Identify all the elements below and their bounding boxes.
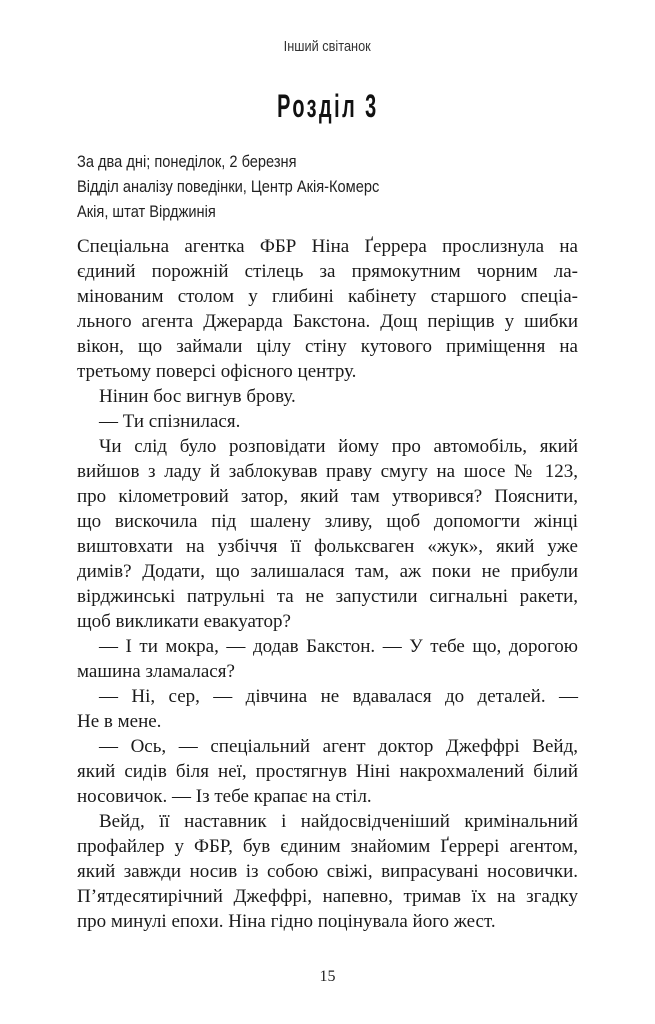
text-line	[77, 484, 578, 509]
text-line-content: Не в мене.	[77, 711, 162, 732]
text-line-content: машина зламалася?	[77, 661, 235, 682]
text-line-content: про минулі епохи. Ніна гідно поцінувала його жест.	[77, 911, 496, 932]
running-head-text: Інший світанок	[283, 38, 372, 55]
text-line	[77, 859, 578, 884]
page-number: 15	[319, 968, 336, 985]
text-line-content: Чи слід було розповідати йому про автомобіль, який	[99, 436, 578, 457]
text-line-content: — Ти спізнилася.	[99, 411, 241, 432]
running-head	[0, 38, 655, 55]
text-line-content: Нінин бос вигнув брову.	[99, 386, 296, 407]
chapter-title	[0, 88, 655, 125]
text-line	[77, 659, 578, 684]
text-line	[77, 709, 578, 734]
text-line	[77, 784, 578, 809]
text-line-content: мінованим столом у глибині кабінету старшого спеціа-	[77, 286, 578, 307]
chapter-title-text: Розділ 3	[276, 88, 379, 124]
text-line	[77, 634, 578, 659]
text-line	[77, 259, 578, 284]
text-line-content: виштовхати на узбіччя її фольксваген «жук», який уже	[77, 536, 578, 557]
text-line-content: — І ти мокра, — додав Бакстон. — У тебе що, дорогою	[99, 636, 578, 657]
text-line	[77, 534, 578, 559]
text-line	[77, 559, 578, 584]
text-line	[77, 909, 578, 934]
text-line	[77, 384, 578, 409]
text-line	[77, 234, 578, 259]
text-line-content: профайлер у ФБР, був єдиним знайомим Ґеррері агентом,	[77, 836, 578, 857]
text-line	[77, 809, 578, 834]
text-line-content: — Ні, сер, — дівчина не вдавалася до деталей. —	[99, 686, 578, 707]
body-text	[77, 234, 578, 934]
text-line	[77, 609, 578, 634]
text-line-content: вікон, що займали цілу стіну кутового приміщення на	[77, 336, 578, 357]
text-line-content: третьому поверсі офісного центру.	[77, 361, 357, 382]
text-line-content: який завжди носив із собою свіжі, випрасувані носовички.	[77, 861, 578, 882]
text-line-content: П’ятдесятирічний Джеффрі, напевно, тримав їх на згадку	[77, 886, 578, 907]
setting-line: За два дні; понеділок, 2 березня	[77, 152, 297, 171]
setting-line: Акія, штат Вірджинія	[77, 202, 216, 221]
text-line-content: льного агента Джерарда Бакстона. Дощ періщив у шибки	[77, 311, 578, 332]
text-line	[77, 409, 578, 434]
text-line	[77, 284, 578, 309]
text-line	[77, 509, 578, 534]
text-line	[77, 884, 578, 909]
text-line	[77, 434, 578, 459]
text-line	[77, 309, 578, 334]
text-line-content: про кілометровий затор, який там утворився? Пояснити,	[77, 486, 578, 507]
setting-line: Відділ аналізу поведінки, Центр Акія-Комерс	[77, 177, 380, 196]
text-line	[77, 834, 578, 859]
text-line	[77, 734, 578, 759]
text-line-content: Спеціальна агентка ФБР Ніна Ґеррера прослизнула на	[77, 236, 578, 257]
text-line	[77, 359, 578, 384]
text-line	[77, 334, 578, 359]
text-line	[77, 759, 578, 784]
text-line-content: носовичок. — Із тебе крапає на стіл.	[77, 786, 372, 807]
text-line-content: димів? Додати, що залишалася там, аж поки не прибули	[77, 561, 578, 582]
text-line-content: вірджинські патрульні та не запустили сигнальні ракети,	[77, 586, 578, 607]
text-line-content: що вискочила під шалену зливу, щоб допомогти жінці	[77, 511, 578, 532]
text-line	[77, 459, 578, 484]
text-line	[77, 584, 578, 609]
text-line-content: вийшов з ладу й заблокував праву смугу на шосе № 123,	[77, 461, 578, 482]
text-line-content: щоб викликати евакуатор?	[77, 611, 291, 632]
chapter-setting	[77, 149, 429, 224]
text-line-content: Вейд, її наставник і найдосвідченіший кримінальний	[99, 811, 578, 832]
text-line-content: єдиний порожній стілець за прямокутним чорним ла-	[77, 261, 578, 282]
text-line-content: — Ось, — спеціальний агент доктор Джеффрі Вейд,	[99, 736, 578, 757]
text-line	[77, 684, 578, 709]
text-line-content: який сидів біля неї, простягнув Ніні накрохмалений білий	[77, 761, 578, 782]
